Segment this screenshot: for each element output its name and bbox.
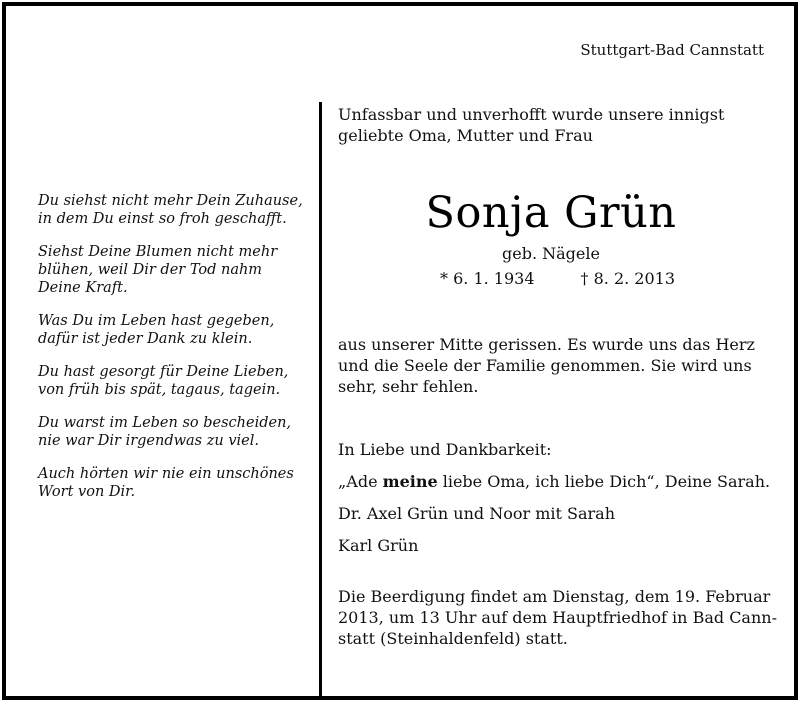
poem-line: Was Du im Leben hast gegeben,	[38, 313, 275, 329]
intro-line: Unfassbar und unverhofft wurde unsere innigst	[338, 105, 725, 124]
intro-text	[338, 104, 778, 146]
quote-post: liebe Oma, ich liebe Dich“, Deine Sarah.	[437, 472, 771, 491]
location-header: Stuttgart-Bad Cannstatt	[580, 41, 764, 59]
poem-line: blühen, weil Dir der Tod nahm	[38, 262, 263, 278]
poem-line: in dem Du einst so froh geschafft.	[38, 211, 287, 227]
poem-line: Siehst Deine Blumen nicht mehr	[38, 244, 278, 260]
poem-line: Deine Kraft.	[38, 280, 128, 296]
poem-stanza	[38, 465, 308, 501]
quote-line	[338, 471, 778, 492]
family-line: Dr. Axel Grün und Noor mit Sarah	[338, 504, 615, 523]
death-date: † 8. 2. 2013	[580, 269, 676, 288]
poem-line: Wort von Dir.	[38, 484, 136, 500]
passage-line: sehr, sehr fehlen.	[338, 377, 479, 396]
poem-line: von früh bis spät, tagaus, tagein.	[38, 382, 281, 398]
poem-line: Auch hörten wir nie ein unschönes	[38, 466, 294, 482]
poem-line: dafür ist jeder Dank zu klein.	[38, 331, 253, 347]
vertical-divider	[319, 102, 322, 700]
closing-line: In Liebe und Dankbarkeit:	[338, 440, 552, 459]
life-dates	[440, 269, 675, 288]
quote-bold: meine	[382, 472, 438, 491]
signatures	[338, 439, 778, 567]
funeral-line: statt (Steinhaldenfeld) statt.	[338, 629, 568, 648]
funeral-notice	[338, 586, 778, 649]
funeral-line: Die Beerdigung findet am Dienstag, dem 19. Februar	[338, 587, 771, 606]
passage-text	[338, 334, 778, 397]
poem-line: Du hast gesorgt für Deine Lieben,	[38, 364, 289, 380]
poem-stanza	[38, 192, 308, 228]
birth-date: * 6. 1. 1934	[440, 269, 535, 288]
poem-stanza	[38, 243, 308, 297]
passage-line: und die Seele der Familie genommen. Sie wird uns	[338, 356, 752, 375]
quote-pre: „Ade	[338, 472, 383, 491]
poem-stanza	[38, 312, 308, 348]
poem	[38, 192, 308, 516]
poem-line: Du siehst nicht mehr Dein Zuhause,	[38, 193, 303, 209]
poem-stanza	[38, 414, 308, 450]
maiden-name: geb. Nägele	[502, 244, 600, 263]
family-line: Karl Grün	[338, 536, 419, 555]
funeral-line: 2013, um 13 Uhr auf dem Hauptfriedhof in Bad Cann-	[338, 608, 777, 627]
passage-line: aus unserer Mitte gerissen. Es wurde uns das Herz	[338, 335, 755, 354]
intro-line: geliebte Oma, Mutter und Frau	[338, 126, 593, 145]
poem-line: Du warst im Leben so bescheiden,	[38, 415, 292, 431]
poem-stanza	[38, 363, 308, 399]
poem-line: nie war Dir irgendwas zu viel.	[38, 433, 259, 449]
deceased-name: Sonja Grün	[425, 188, 677, 238]
